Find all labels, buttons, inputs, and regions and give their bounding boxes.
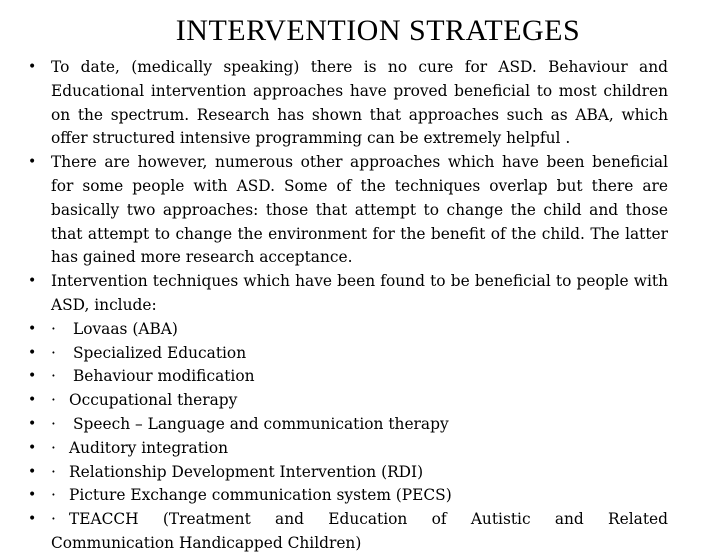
bullet-icon: • <box>28 511 37 528</box>
sub-marker: · <box>51 391 56 410</box>
bullet-list <box>28 56 668 556</box>
technique-label: Behaviour modification <box>73 367 255 386</box>
technique-label: Relationship Development Intervention (RDI) <box>69 462 424 481</box>
bullet-icon: • <box>28 463 37 480</box>
technique-label: TEACCH (Treatment and Education of Autistic and Related <box>69 510 668 529</box>
list-item-technique <box>28 484 668 508</box>
list-item-technique <box>28 318 668 342</box>
technique-label: Speech – Language and communication therapy <box>73 414 449 433</box>
technique-teacch-line1 <box>51 508 668 532</box>
technique-label: Lovaas (ABA) <box>73 319 178 338</box>
sub-marker: · <box>51 319 56 338</box>
bullet-icon: • <box>28 392 37 409</box>
sub-marker: · <box>51 343 56 362</box>
paragraph-text: Intervention techniques which have been found to be beneficial to people with ASD, include: <box>51 272 668 314</box>
list-item-technique <box>28 461 668 485</box>
bullet-icon: • <box>28 59 37 75</box>
paragraph-text: There are however, numerous other approaches which have been beneficial for some people with ASD. Some of the techniques overlap but there are basically two approaches: those that attempt to change the child and those that attempt to change the environment for the benefit of the child. The latter has gained more research acceptance. <box>51 153 668 267</box>
list-item-technique <box>28 342 668 366</box>
slide-title <box>0 14 720 48</box>
list-item-technique-teacch <box>28 508 668 556</box>
bullet-icon: • <box>28 344 37 361</box>
list-item-paragraph-2 <box>28 151 668 270</box>
list-item-technique <box>28 389 668 413</box>
technique-label: Occupational therapy <box>69 391 238 410</box>
bullet-icon: • <box>28 439 37 456</box>
technique-label: Specialized Education <box>73 343 247 362</box>
sub-marker: · <box>51 510 56 529</box>
technique-label: Picture Exchange communication system (PECS) <box>69 486 452 505</box>
bullet-icon: • <box>28 154 37 171</box>
list-item-paragraph-3 <box>28 270 668 318</box>
list-item-paragraph-1 <box>28 56 668 151</box>
bullet-icon: • <box>28 273 37 290</box>
list-item-technique <box>28 437 668 461</box>
sub-marker: · <box>51 486 56 505</box>
paragraph-text: To date, (medically speaking) there is no cure for ASD. Behaviour and Educational intervention approaches have proved beneficial to most children on the spectrum. Research has shown that approaches such as ABA, which offer structured intensive programming can be extremely helpful . <box>51 58 668 148</box>
list-item-technique <box>28 413 668 437</box>
bullet-icon: • <box>28 487 37 504</box>
bullet-icon: • <box>28 320 37 337</box>
bullet-icon: • <box>28 415 37 432</box>
sub-marker: · <box>51 462 56 481</box>
bullet-icon: • <box>28 368 37 385</box>
technique-teacch-line2: Communication Handicapped Children) <box>51 533 362 552</box>
sub-marker: · <box>51 438 56 457</box>
sub-marker: · <box>51 367 56 386</box>
list-item-technique <box>28 365 668 389</box>
slide-title-text: INTERVENTION STRATEGES <box>175 14 581 47</box>
technique-label: Auditory integration <box>69 438 228 457</box>
sub-marker: · <box>51 414 56 433</box>
